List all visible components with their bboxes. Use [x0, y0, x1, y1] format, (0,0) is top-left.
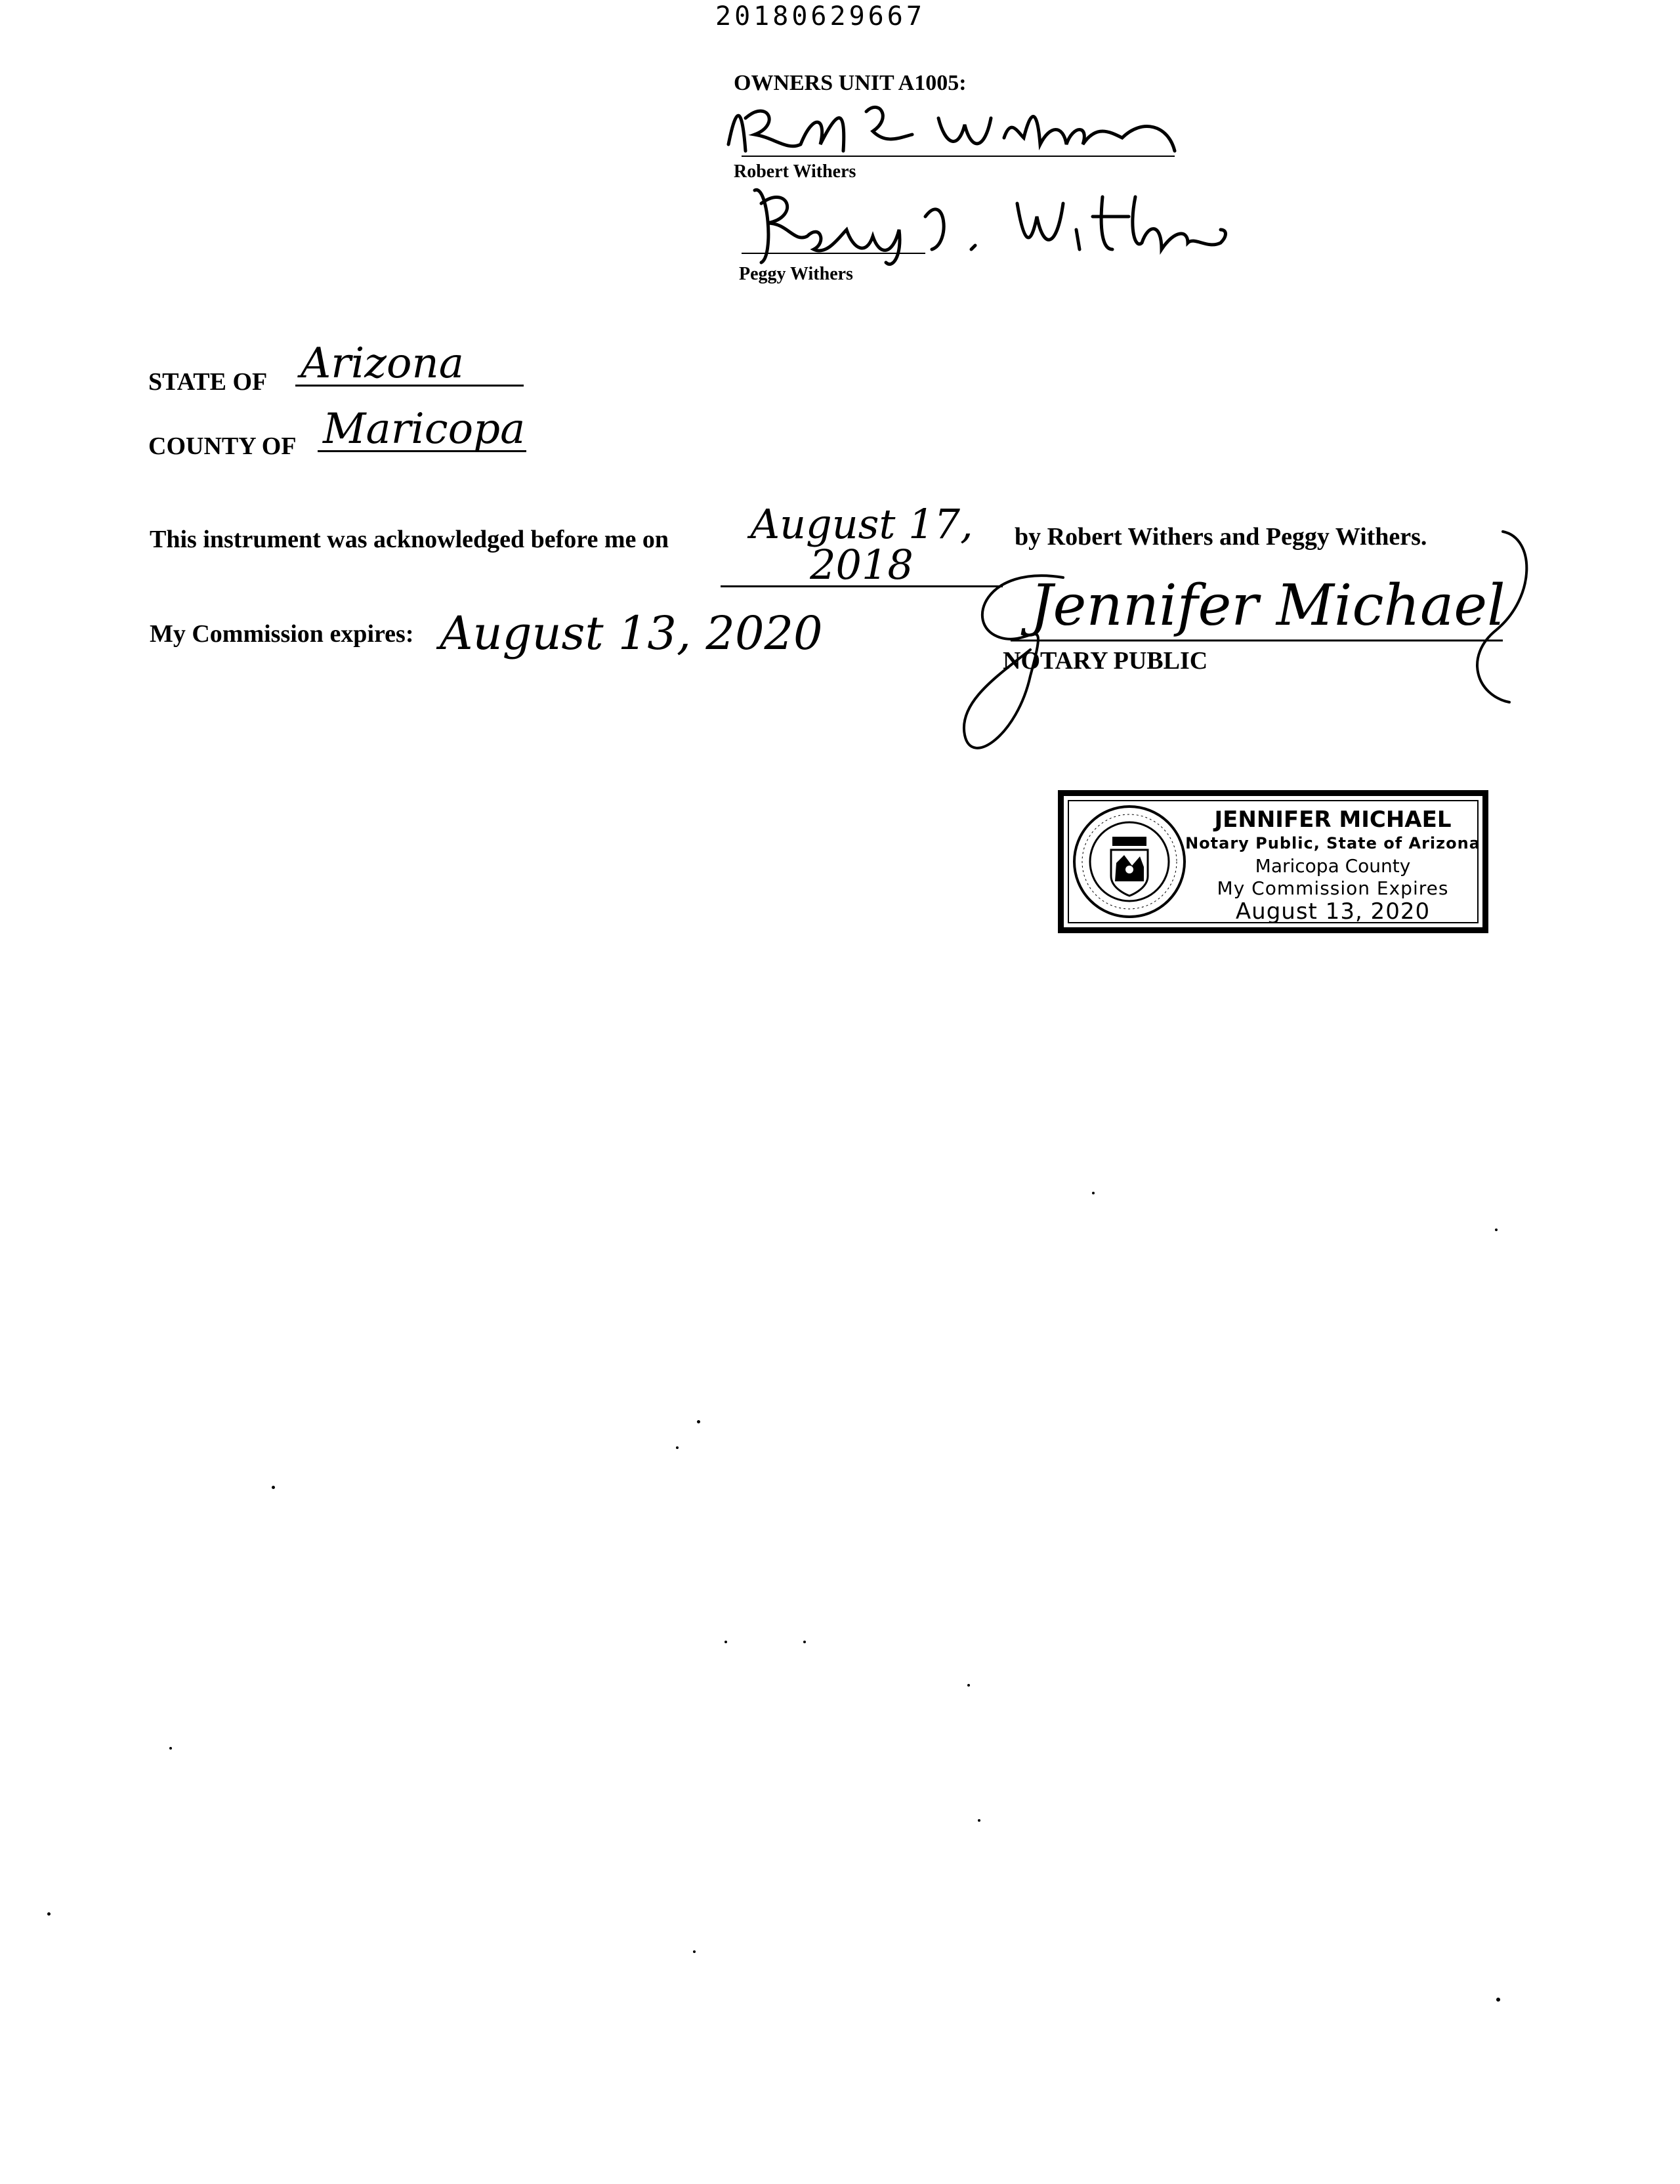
- state-value: Arizona: [295, 343, 524, 387]
- peggy-withers-signature: [735, 177, 1234, 269]
- scan-speck: [169, 1747, 172, 1750]
- scan-speck: [978, 1819, 980, 1822]
- acknowledgment-date: August 17, 2018: [721, 504, 1003, 587]
- acknowledgment-prefix: This instrument was acknowledged before me on: [150, 526, 669, 553]
- stamp-title: Notary Public, State of Arizona: [1185, 834, 1480, 852]
- notary-signature: Jennifer Michael: [1030, 573, 1505, 639]
- scan-speck: [1092, 1192, 1095, 1194]
- scan-speck: [272, 1486, 275, 1489]
- signer-printed-name-peggy: Peggy Withers: [739, 264, 853, 284]
- owners-heading: OWNERS UNIT A1005:: [734, 71, 967, 95]
- arizona-seal-icon: [1072, 804, 1187, 919]
- document-number: 20180629667: [715, 1, 925, 32]
- stamp-expires-label: My Commission Expires: [1217, 877, 1449, 899]
- scan-speck: [967, 1684, 970, 1687]
- scan-speck: [803, 1641, 806, 1643]
- notary-public-label: NOTARY PUBLIC: [1003, 647, 1208, 675]
- stamp-notary-name: JENNIFER MICHAEL: [1214, 807, 1452, 833]
- signer-printed-name-robert: Robert Withers: [734, 161, 856, 182]
- county-label: COUNTY OF: [148, 432, 297, 460]
- county-value: Maricopa: [318, 408, 526, 452]
- scan-speck: [697, 1420, 700, 1423]
- scan-speck: [1495, 1228, 1498, 1231]
- commission-date: August 13, 2020: [440, 606, 823, 660]
- robert-withers-signature: [715, 72, 1201, 171]
- state-label: STATE OF: [148, 368, 268, 396]
- commission-label: My Commission expires:: [150, 620, 414, 648]
- stamp-expires-date: August 13, 2020: [1235, 898, 1431, 925]
- acknowledgment-suffix: by Robert Withers and Peggy Withers.: [1015, 523, 1427, 551]
- scan-speck: [1496, 1998, 1500, 2002]
- notary-stamp: [1058, 790, 1488, 933]
- scan-speck: [676, 1446, 679, 1449]
- scan-speck: [47, 1912, 51, 1916]
- stamp-county: Maricopa County: [1255, 855, 1411, 877]
- scan-speck: [724, 1641, 727, 1643]
- scan-speck: [693, 1950, 696, 1953]
